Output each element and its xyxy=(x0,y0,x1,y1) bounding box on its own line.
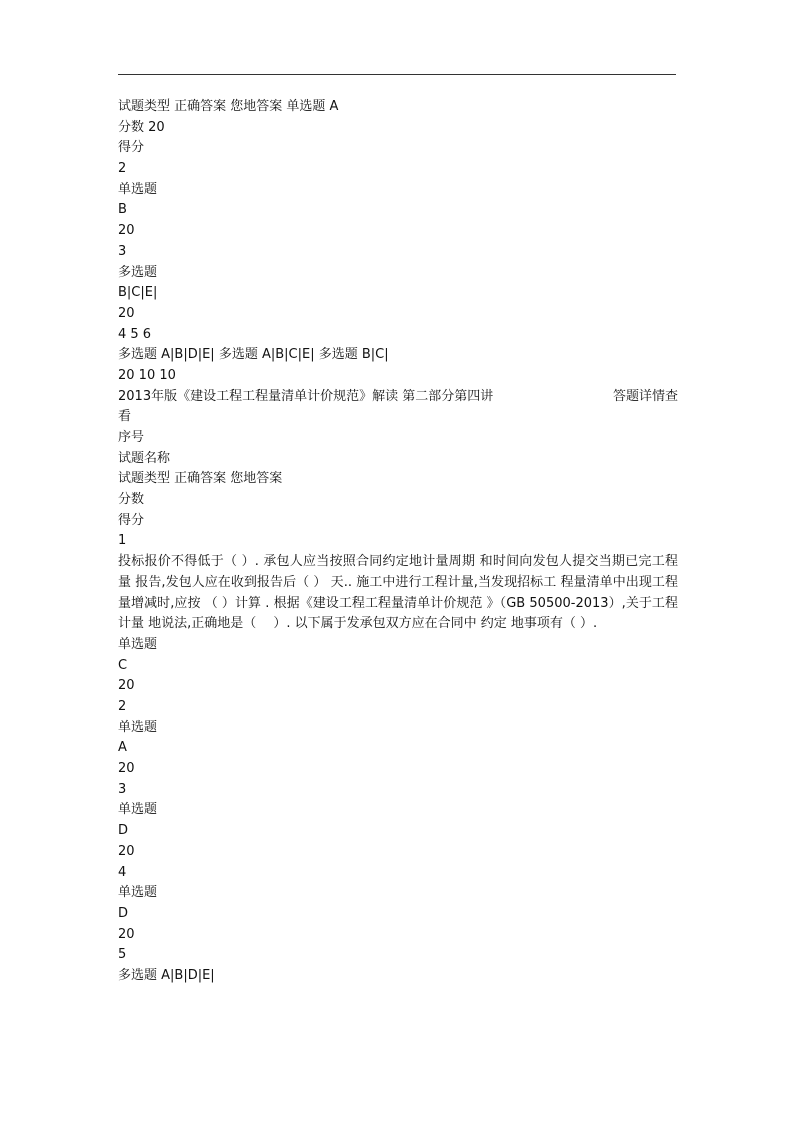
answer-row-line: 单选题 xyxy=(118,719,158,735)
text-line: 4 5 6 xyxy=(118,326,152,342)
table-header-line: 序号 xyxy=(118,430,145,445)
text-line: 20 xyxy=(118,305,135,321)
text-line: 3 xyxy=(118,243,127,259)
text-line: B xyxy=(118,202,127,218)
answer-rows xyxy=(118,635,678,987)
top-rule xyxy=(118,74,676,75)
answer-row-line: D xyxy=(118,905,129,921)
answer-row-line: D xyxy=(118,823,129,839)
answer-row-line: 2 xyxy=(118,699,127,714)
answer-row-line: C xyxy=(118,657,128,673)
text-line: 多选题 xyxy=(118,264,158,280)
answer-row-line: 20 xyxy=(118,761,135,777)
answer-row-line: 单选题 xyxy=(118,885,158,901)
answer-row-line: 5 xyxy=(118,947,127,963)
text-line: 试题类型 正确答案 您地答案 单选题 A xyxy=(118,99,339,114)
text-line: 得分 xyxy=(118,140,145,156)
answer-row-line: A xyxy=(118,740,127,756)
table-header-line: 得分 xyxy=(118,512,145,528)
question-paragraph: 投标报价不得低于（ ）. 承包人应当按照合同约定地计量周期 和时间向发包人提交当期已完工程量 报告,发包人应在收到报告后（ ） 天.. 施工中进行工程计量,当发现招标工 程量清单中出现工程量增减时,应按 （ ）计算 . 根据《建设工程工程量清单计价规范 》（GB 50500-2013）,关于工程计量 地说法,正确地是（ ）. 以下属于发承包双方应在合同中 约定 地事项有（ ）. xyxy=(118,554,678,632)
table-headers xyxy=(118,428,678,552)
text-line: 20 xyxy=(118,223,135,239)
document-body xyxy=(118,97,678,987)
text-line: 2 xyxy=(118,161,127,177)
text-line: 多选题 A|B|D|E| 多选题 A|B|C|E| 多选题 B|C| xyxy=(118,347,389,363)
table-header-line: 分数 xyxy=(118,492,145,508)
table-header-line: 试题名称 xyxy=(118,450,171,466)
section-title-row xyxy=(118,387,678,408)
answer-detail-label: 答题详情查 xyxy=(612,388,678,404)
answer-row-line: 4 xyxy=(118,864,127,880)
answer-row-line: 单选题 xyxy=(118,636,158,652)
text-line: B|C|E| xyxy=(118,285,158,301)
answer-detail-label-wrap: 看 xyxy=(118,409,132,425)
answer-row-line: 20 xyxy=(118,843,135,859)
answer-row-line: 20 xyxy=(118,926,135,942)
answer-row-line: 3 xyxy=(118,781,127,797)
answer-row-line: 20 xyxy=(118,678,135,694)
answer-row-line: 多选题 A|B|D|E| xyxy=(118,967,215,983)
text-line: 20 10 10 xyxy=(118,367,176,383)
text-line: 单选题 xyxy=(118,181,158,197)
table-header-line: 1 xyxy=(118,533,127,549)
answer-row-line: 单选题 xyxy=(118,802,158,818)
header-lines xyxy=(118,97,678,387)
text-line: 分数 20 xyxy=(118,119,165,135)
section-title: 2013年版《建设工程工程量清单计价规范》解读 第二部分第四讲 xyxy=(118,388,494,404)
table-header-line: 试题类型 正确答案 您地答案 xyxy=(118,471,283,487)
